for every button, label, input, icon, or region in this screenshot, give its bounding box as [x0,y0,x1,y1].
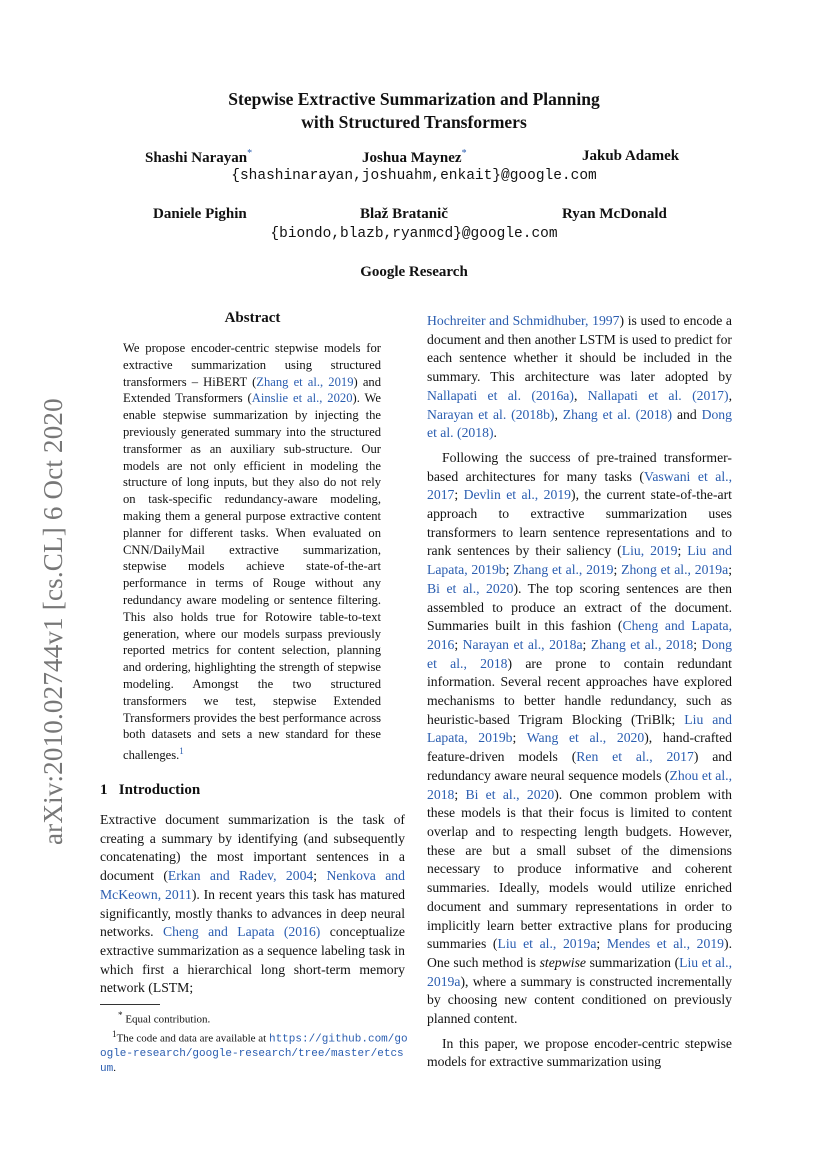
citation-link[interactable]: Hochreiter and Schmidhuber, 1997 [427,313,620,328]
paragraph-2: Following the success of pre-trained transformer-based architectures for many tasks (Vaswani et al., 2017; Devlin et al., 2019), the current state-of-the-art approach to extractive summarization uses transformers to learn sentence representations and to rank sentences by their saliency (Liu, 2019; Liu and Lapata, 2019b; Zhang et al., 2019; Zhong et al., 2019a; Bi et al., 2020). The top scoring sentences are then assembled to produce an extract of the document. Summaries built in this fashion (Cheng and Lapata, 2016; Narayan et al., 2018a; Zhang et al., 2018; Dong et al., 2018) are prone to contain redundant information. Several recent approaches have explored mechanisms to better handle redundancy, such as heuristic-based Trigram Blocking (TriBlk; Liu and Lapata, 2019b; Wang et al., 2020), hand-crafted feature-driven models (Ren et al., 2017) and redundancy aware neural sequence models (Zhou et al., 2018; Bi et al., 2020). One common problem with these models is that their focus is limited to content overlap and to respecting length budgets. However, these are but a small subset of the dimensions necessary to produce informative and coherent summaries. Ideally, models would utilize enriched document and summary representations in order to implicitly learn better extractive plans for producing summaries (Liu et al., 2019a; Mendes et al., 2019). One such method is stepwise summarization (Liu et al., 2019a), where a summary is constructed incrementally by choosing new content conditioned on previously planned content. [427,449,733,1027]
citation-link[interactable]: Ainslie et al., 2020 [251,391,353,406]
citation-link[interactable]: Cheng and Lapata, 2016 [427,618,732,652]
citation-link[interactable]: Zhong et al., 2019a [621,562,729,578]
citation-link[interactable]: Dong et al., 2018 [427,636,732,671]
section-heading-introduction: 1 Introduction [100,782,201,798]
arxiv-identifier: arXiv:2010.02744v1 [cs.CL] 6 Oct 2020 [38,398,68,845]
affiliation: Google Research [360,264,468,280]
citation-link[interactable]: Zhang et al., 2018 [590,636,694,652]
abstract-body: We propose encoder-centric stepwise models for extractive summarization using structured transformers – HiBERT (Zhang et al., 2019) and Extended Transformers (Ainslie et al., 2020). We enable stepwise summarization by injecting the previously generated summary into the structured transformer as an auxiliary sub-structure. Our models are not only efficient in modeling the structure of long inputs, but they also do not rely on task-specific redundancy-aware modeling, making them a general purpose extractive content planner for different tasks. When evaluated on CNN/DailyMail extractive summarization, stepwise models achieve state-of-the-art performance in terms of Rouge without any redundancy aware modeling or sentence filtering. This also holds true for Rotowire table-to-text generation, where our models surpass previously reported metrics for content selection, planning and ordering, highlighting the strength of stepwise modeling. Amongst the two structured transformers we test, stepwise Extended Transformers provides the best performance across both datasets and sets a new standard for these challenges.$^1$ [123,341,381,763]
citation-link[interactable]: Erkan and Radev, 2004 [167,868,314,884]
emphasized-term: stepwise [539,954,586,970]
citation-link[interactable]: Vaswani et al., 2017 [427,468,732,503]
citation-link[interactable]: Nenkova and McKeown, 2011 [100,868,405,902]
citation-link[interactable]: Nallapati et al. (2016a) [427,387,574,403]
title-line-2: with Structured Transformers [301,112,527,132]
citation-link[interactable]: Ren et al., 2017 [576,749,694,765]
citation-link[interactable]: Liu and Lapata, 2019b [427,711,732,746]
code-url-link[interactable]: https://github.com/google-research/google-research/tree/master/etcsum [100,1033,408,1076]
title-line-1: Stepwise Extractive Summarization and Planning [228,89,600,109]
footnote-ref[interactable]: 1 [179,746,184,757]
author-1: Shashi Narayan* [145,148,253,166]
right-column [427,312,732,1072]
citation-link[interactable]: Liu, 2019 [621,543,678,559]
citation-link[interactable]: Devlin et al., 2019 [463,487,572,503]
citation-link[interactable]: Cheng and Lapata (2016) [162,924,321,940]
author-2: Joshua Maynez* [362,148,467,166]
citation-link[interactable]: Dong et al. (2018) [427,406,732,441]
citation-link[interactable]: Narayan et al., 2018a [462,636,583,652]
equal-contribution-mark[interactable]: * [247,148,253,159]
footnote-code: $^1$The code and data are available at https://github.com/google-research/google-research/tree/master/etcsum. [100,1028,408,1076]
citation-link[interactable]: Zhang et al., 2019 [256,374,354,389]
citation-link[interactable]: Liu and Lapata, 2019b [427,543,732,578]
paper-title [0,88,828,134]
author-3: Jakub Adamek [582,148,680,164]
citation-link[interactable]: Liu et al., 2019a [497,936,597,952]
citation-link[interactable]: Mendes et al., 2019 [606,936,725,952]
equal-contribution-mark[interactable]: * [461,148,467,159]
email-line-2: {biondo,blazb,ryanmcd}@google.com [270,226,558,242]
email-line-1: {shashinarayan,joshuahm,enkait}@google.com [231,168,597,184]
author-6: Ryan McDonald [562,206,667,222]
paragraph-3: In this paper, we propose encoder-centric stepwise models for extractive summarization using [427,1035,732,1070]
author-4: Daniele Pighin [153,206,247,222]
footnote-equal: * Equal contribution. [118,1010,211,1026]
citation-link[interactable]: Zhang et al., 2019 [513,562,614,578]
citation-link[interactable]: Bi et al., 2020 [427,580,514,596]
citation-link[interactable]: Zhang et al. (2018) [562,406,673,422]
intro-paragraph: Extractive document summarization is the task of creating a summary by identifying (and subsequently concatenating) the most important sentences in a document (Erkan and Radev, 2004; Nenkova and McKeown, 2011). In recent years this task has matured significantly, mostly thanks to advances in deep neural networks. Cheng and Lapata (2016) conceptualize extractive summarization as a sequence labeling task in which first a hierarchical long short-term memory network (LSTM; [100,812,405,996]
citation-link[interactable]: Wang et al., 2020 [526,730,645,746]
footnote-divider [100,1004,160,1005]
citation-link[interactable]: Bi et al., 2020 [465,786,555,802]
footnotes [100,1008,410,1076]
author-5: Blaž Bratanič [360,206,448,222]
citation-link[interactable]: Narayan et al. (2018b) [427,406,555,422]
citation-link[interactable]: Zhou et al., 2018 [427,767,733,802]
paragraph-1: Hochreiter and Schmidhuber, 1997) is used to encode a document and then another LSTM is used to predict for each sentence whether it should be included in the summary. This architecture was later adopted by Nallapati et al. (2016a), Nallapati et al. (2017), Narayan et al. (2018b), Zhang et al. (2018) and Dong et al. (2018). [427,313,732,441]
citation-link[interactable]: Liu et al., 2019a [427,954,732,989]
citation-link[interactable]: Nallapati et al. (2017) [587,387,729,403]
abstract-heading: Abstract [224,310,281,326]
